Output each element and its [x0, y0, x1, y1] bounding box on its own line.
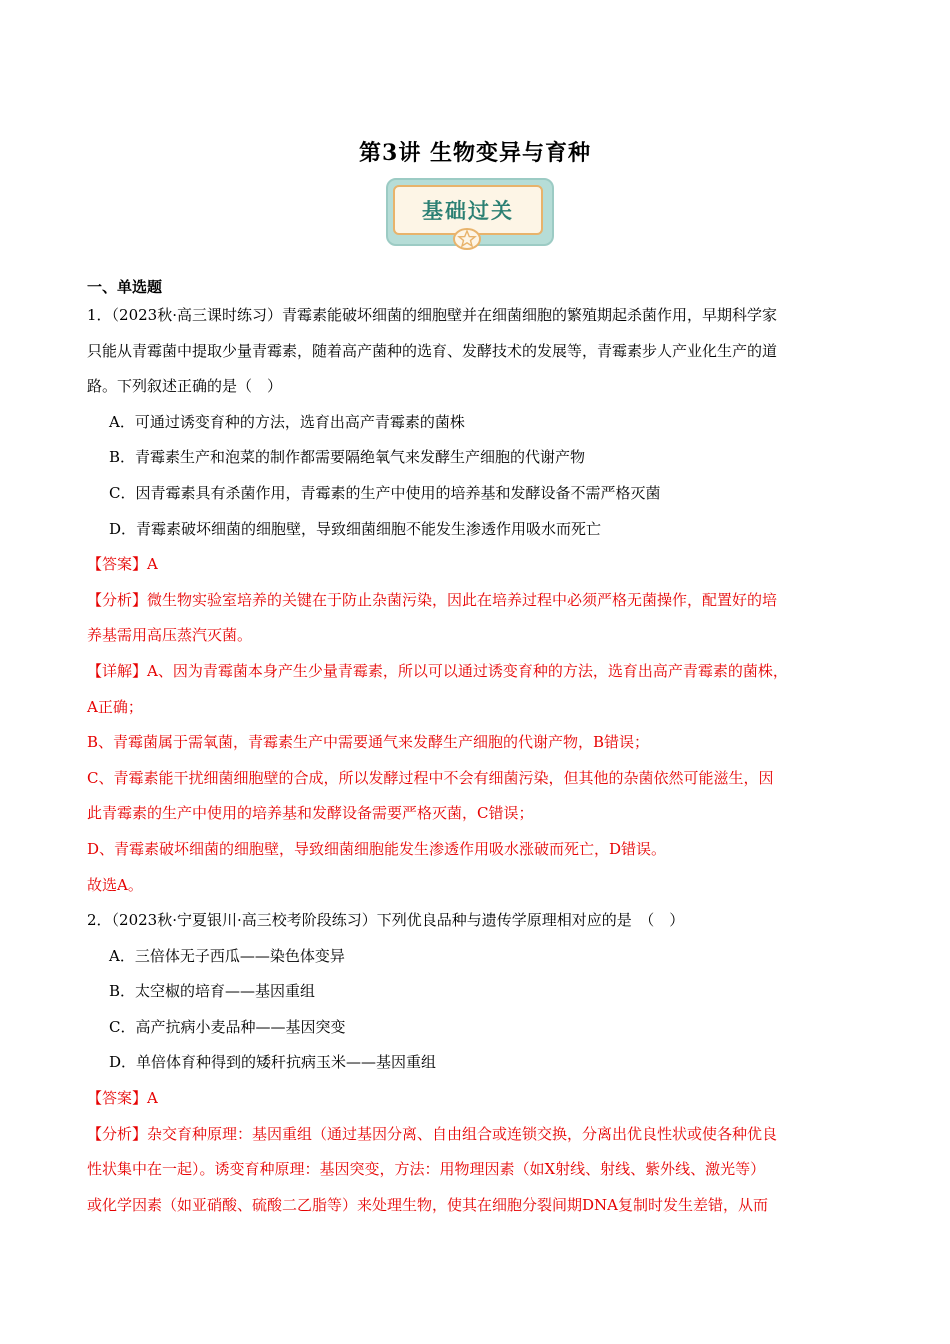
- analysis-text: 杂交育种原理：基因重组（通过基因分离、自由组合或连锁交换，分离出优良性状或使各种优良: [147, 1124, 778, 1143]
- question-stem-line: 2．（2023秋·宁夏银川·高三校考阶段练习）下列优良品种与遗传学原理相对应的是 （ ）: [87, 911, 685, 930]
- answer-line: [87, 1081, 862, 1117]
- answer-label: 【答案】: [87, 1089, 148, 1108]
- answer-line: [87, 547, 862, 583]
- analysis-line: [87, 1117, 862, 1153]
- question-stem-line: 只能从青霉菌中提取少量青霉素，随着高产菌种的选育、发酵技术的发展等，青霉素步人产业化生产的道: [87, 341, 778, 360]
- detail-text: A、因为青霉菌本身产生少量青霉素，所以可以通过诱变育种的方法，选育出高产青霉素的菌株，: [147, 661, 788, 680]
- answer-value: A: [147, 555, 158, 574]
- question-stem-line: 路。下列叙述正确的是（ ）: [87, 377, 283, 396]
- analysis-line: 性状集中在一起）。诱变育种原理：基因突变，方法：用物理因素（如X射线、射线、紫外线、激光等）: [87, 1160, 766, 1179]
- analysis-line: [87, 583, 862, 619]
- analysis-label: 【分析】: [87, 1124, 148, 1143]
- badge-label: 基础过关: [393, 185, 543, 235]
- detail-line: 故选A。: [87, 875, 143, 894]
- detail-label: 【详解】: [87, 661, 148, 680]
- document-body: [87, 276, 862, 1223]
- option-d: D．青霉素破坏细菌的细胞壁，导致细菌细胞不能发生渗透作用吸水而死亡: [109, 519, 602, 538]
- detail-line: 此青霉素的生产中使用的培养基和发酵设备需要严格灭菌，C错误；: [87, 804, 534, 823]
- option-c: C．高产抗病小麦品种——基因突变: [109, 1017, 346, 1036]
- question-2: [87, 903, 862, 1223]
- option-b: B．太空椒的培育——基因重组: [109, 982, 316, 1001]
- question-stem-line: 1．（2023秋·高三课时练习）青霉素能破坏细菌的细胞壁并在细菌细胞的繁殖期起杀菌作用，早期科学家: [87, 306, 777, 324]
- detail-line: B、青霉菌属于需氧菌，青霉素生产中需要通气来发酵生产细胞的代谢产物，B错误；: [87, 733, 650, 752]
- section-heading: 一、单选题: [87, 278, 163, 296]
- analysis-text: 微生物实验室培养的关键在于防止杂菌污染，因此在培养过程中必须严格无菌操作，配置好的培: [147, 590, 778, 609]
- detail-line: [87, 654, 862, 690]
- analysis-line: 养基需用高压蒸汽灭菌。: [87, 626, 253, 645]
- analysis-line: 或化学因素（如亚硝酸、硫酸二乙脂等）来处理生物，使其在细胞分裂间期DNA复制时发生差错，从而: [87, 1195, 768, 1214]
- answer-label: 【答案】: [87, 555, 148, 574]
- detail-line: A正确；: [87, 697, 143, 716]
- question-1: [87, 298, 862, 903]
- analysis-label: 【分析】: [87, 590, 148, 609]
- option-c: C．因青霉素具有杀菌作用，青霉素的生产中使用的培养基和发酵设备不需严格灭菌: [109, 483, 661, 502]
- detail-line: C、青霉素能干扰细菌细胞壁的合成，所以发酵过程中不会有细菌污染，但其他的杂菌依然可能滋生，因: [87, 768, 774, 787]
- option-d: D．单倍体育种得到的矮秆抗病玉米——基因重组: [109, 1053, 437, 1072]
- option-a: A．可通过诱变育种的方法，选育出高产青霉素的菌株: [109, 412, 465, 431]
- detail-line: D、青霉素破坏细菌的细胞壁，导致细菌细胞能发生渗透作用吸水涨破而死亡，D错误。: [87, 839, 667, 858]
- option-b: B．青霉素生产和泡菜的制作都需要隔绝氧气来发酵生产细胞的代谢产物: [109, 448, 586, 467]
- answer-value: A: [147, 1089, 158, 1108]
- option-a: A．三倍体无子西瓜——染色体变异: [109, 946, 345, 965]
- section-badge: [386, 178, 552, 250]
- page-title: 第3讲 生物变异与育种: [359, 140, 591, 166]
- star-icon: [452, 228, 482, 250]
